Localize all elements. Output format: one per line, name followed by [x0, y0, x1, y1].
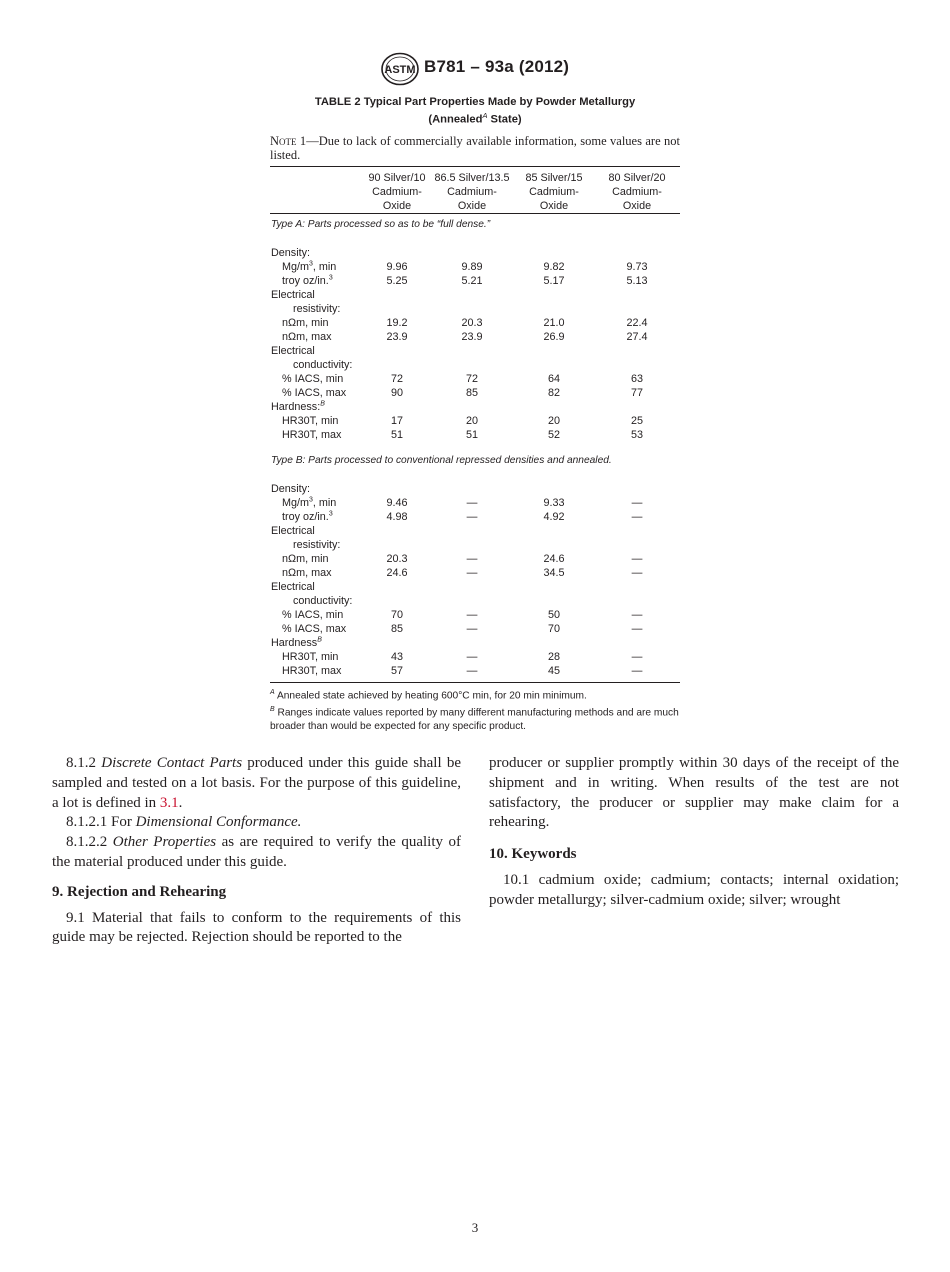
section-heading-10: 10. Keywords — [489, 846, 577, 863]
para-8-1-2-2: 8.1.2.2 Other Properties as are required to verify the quality of the material produced under this guide. — [52, 834, 462, 870]
table-cell: — — [631, 623, 643, 635]
row-label: Hardness$^B$ — [271, 636, 322, 649]
table-row — [270, 622, 680, 636]
table-row — [270, 288, 680, 302]
row-label: HR30T, min — [282, 651, 339, 663]
table-cell: — — [631, 553, 643, 565]
table-row — [270, 608, 680, 622]
table-cell: — — [466, 511, 478, 523]
table-cell: 4.92 — [543, 511, 565, 523]
properties-table — [270, 166, 680, 733]
table-cell: 20.3 — [461, 317, 483, 329]
table-cell: 45 — [547, 665, 560, 677]
table-cell: 9.46 — [386, 497, 408, 509]
table-cell: 63 — [630, 373, 643, 385]
table-note — [270, 134, 680, 162]
table-row — [270, 316, 680, 330]
table-row — [270, 552, 680, 566]
row-label: nΩm, max — [282, 567, 332, 579]
right-text-column — [489, 754, 899, 911]
section-link-3-1[interactable]: 3.1 — [159, 794, 179, 811]
row-label: $Mg/m^3$, min — [282, 260, 337, 273]
footnote: $^A$ Annealed state achieved by heating 600°C min, for 20 min minimum. — [270, 689, 587, 702]
table-row — [270, 510, 680, 524]
table-row — [270, 260, 680, 274]
table-cell: 20.3 — [386, 553, 408, 565]
table-cell: 17 — [390, 415, 403, 427]
row-label: % IACS, max — [282, 387, 347, 399]
table-cell: 77 — [630, 387, 643, 399]
section-title: Type B: Parts processed to conventional repressed densities and annealed. — [271, 455, 612, 466]
table-cell: — — [466, 651, 478, 663]
row-label: Hardness:$^B$ — [271, 400, 325, 413]
table-cell: 23.9 — [461, 331, 483, 343]
table-cell: 24.6 — [543, 553, 565, 565]
table-row — [270, 580, 680, 594]
table-cell: 53 — [630, 429, 643, 441]
table-row — [270, 400, 680, 414]
table-cell: — — [631, 609, 643, 621]
column-header-3: 85 Silver/15 Cadmium- Oxide — [525, 172, 583, 212]
table-row — [270, 566, 680, 580]
table-cell: 26.9 — [543, 331, 565, 343]
table-cell: — — [631, 651, 643, 663]
table-row — [270, 594, 680, 608]
row-label: HR30T, max — [282, 665, 342, 677]
note-text: —Due to lack of commercially available information, some values are not listed. — [270, 134, 680, 162]
row-label: Electrical — [271, 289, 315, 301]
table-row — [270, 274, 680, 288]
table-caption-line2: (Annealed$^A$ State) — [428, 111, 522, 126]
footnote: $^B$ Ranges indicate values reported by many different manufacturing methods and are much broader than would be expected for any specific product. — [270, 705, 679, 732]
table-row — [270, 650, 680, 664]
para-9-1: 9.1 Material that fails to conform to the requirements of this guide may be rejected. Rejection should be reported to the — [52, 909, 461, 946]
table-cell: 5.25 — [386, 275, 408, 287]
page-header — [0, 50, 950, 86]
table-cell: 21.0 — [543, 317, 565, 329]
table-cell: 70 — [547, 623, 560, 635]
section-title: Type A: Parts processed so as to be “full dense.” — [271, 219, 491, 230]
table-cell: 23.9 — [386, 331, 408, 343]
row-label: HR30T, min — [282, 415, 339, 427]
row-label: % IACS, min — [282, 373, 344, 385]
table-cell: 27.4 — [626, 331, 648, 343]
table-cell: 70 — [390, 609, 403, 621]
table-row — [270, 496, 680, 510]
table-column-headers — [270, 167, 680, 213]
table-body — [270, 218, 680, 678]
row-label: resistivity: — [293, 303, 341, 315]
row-label: Density: — [271, 483, 311, 495]
table-row — [270, 386, 680, 400]
table-cell: 57 — [390, 665, 403, 677]
table-cell: 52 — [547, 429, 560, 441]
table-cell: — — [466, 609, 478, 621]
row-label: HR30T, max — [282, 429, 342, 441]
para-8-1-2: 8.1.2 Discrete Contact Parts produced under this guide shall be sampled and tested on a lot basis. For the purpose of this guideline, a lot is defined in 3.1. — [52, 755, 462, 811]
left-text-column — [52, 754, 461, 948]
table-cell: 9.89 — [461, 261, 483, 273]
table-cell: 64 — [547, 373, 560, 385]
row-label: conductivity: — [293, 595, 353, 607]
table-row — [270, 302, 680, 316]
table-cell: 50 — [547, 609, 560, 621]
row-label: % IACS, max — [282, 623, 347, 635]
section-heading-9: 9. Rejection and Rehearing — [52, 883, 227, 900]
para-10-1: 10.1 cadmium oxide; cadmium; contacts; internal oxidation; powder metallurgy; silver-cadmium oxide; silver; wrought — [489, 871, 899, 908]
table-cell: 20 — [547, 415, 560, 427]
row-label: Electrical — [271, 581, 315, 593]
table-cell: — — [466, 497, 478, 509]
table-cell: — — [466, 567, 478, 579]
row-label: nΩm, max — [282, 331, 332, 343]
table-cell: — — [466, 553, 478, 565]
table-cell: 24.6 — [386, 567, 408, 579]
table-cell: 28 — [547, 651, 560, 663]
table-row — [270, 428, 680, 442]
table-row — [270, 344, 680, 358]
table-row — [270, 524, 680, 538]
table-cell: — — [631, 497, 643, 509]
table-cell: 19.2 — [386, 317, 408, 329]
table-cell: 20 — [465, 415, 478, 427]
table-cell: 82 — [547, 387, 560, 399]
table-cell: 4.98 — [386, 511, 408, 523]
table-caption — [270, 95, 680, 127]
table-cell: 34.5 — [543, 567, 565, 579]
table-row — [270, 358, 680, 372]
row-label: conductivity: — [293, 359, 353, 371]
table-cell: 5.13 — [626, 275, 648, 287]
table-footnotes — [270, 683, 680, 733]
row-label: Electrical — [271, 345, 315, 357]
table-cell: 9.33 — [543, 497, 565, 509]
column-header-4: 80 Silver/20 Cadmium- Oxide — [608, 172, 666, 212]
table-row — [270, 414, 680, 428]
table-cell: 9.73 — [626, 261, 648, 273]
astm-logo-icon — [380, 52, 420, 86]
row-label: nΩm, min — [282, 553, 329, 565]
table-cell: — — [631, 511, 643, 523]
row-label: nΩm, min — [282, 317, 329, 329]
row-label: troy oz/in.$^3$ — [282, 510, 333, 523]
table-cell: 85 — [390, 623, 403, 635]
table-cell: 9.96 — [386, 261, 408, 273]
table-cell: 22.4 — [626, 317, 648, 329]
row-label: $Mg/m^3$, min — [282, 496, 337, 509]
table-cell: — — [631, 665, 643, 677]
table-cell: 85 — [465, 387, 478, 399]
table-cell: — — [631, 567, 643, 579]
document-designation: B781 – 93a (2012) — [424, 57, 570, 76]
table-cell: 5.21 — [461, 275, 483, 287]
table-cell: — — [466, 665, 478, 677]
row-label: Electrical — [271, 525, 315, 537]
table-cell: 72 — [390, 373, 403, 385]
table-cell: 43 — [390, 651, 403, 663]
para-8-1-2-1: 8.1.2.1 For Dimensional Conformance. — [66, 814, 302, 831]
table-row — [270, 330, 680, 344]
logo-text: ASTM — [384, 64, 416, 76]
column-header-2: 86.5 Silver/13.5 Cadmium- Oxide — [434, 172, 510, 212]
table-cell: 25 — [630, 415, 643, 427]
table-cell: 72 — [465, 373, 478, 385]
row-label: resistivity: — [293, 539, 341, 551]
table-row — [270, 538, 680, 552]
row-label: troy oz/in.$^3$ — [282, 274, 333, 287]
table-cell: 51 — [465, 429, 478, 441]
table-row — [270, 372, 680, 386]
table-row — [270, 482, 680, 496]
table-cell: 9.82 — [543, 261, 565, 273]
row-label: % IACS, min — [282, 609, 344, 621]
table-cell: 90 — [390, 387, 403, 399]
row-label: Density: — [271, 247, 311, 259]
table-cell: 5.17 — [543, 275, 565, 287]
column-header-1: 90 Silver/10 Cadmium- Oxide — [368, 172, 426, 212]
table-cell: — — [466, 623, 478, 635]
note-label: Note 1 — [270, 134, 307, 148]
table-row — [270, 246, 680, 260]
table-cell: 51 — [390, 429, 403, 441]
para-9-1-continued: producer or supplier promptly within 30 days of the receipt of the shipment and in writing. When results of the test are not satisfactory, the producer or supplier may make claim for a rehearing. — [489, 755, 899, 831]
table-caption-line1: TABLE 2 Typical Part Properties Made by Powder Metallurgy — [314, 96, 636, 108]
table-row — [270, 664, 680, 678]
table-row — [270, 636, 680, 650]
page-number: 3 — [471, 1220, 479, 1235]
